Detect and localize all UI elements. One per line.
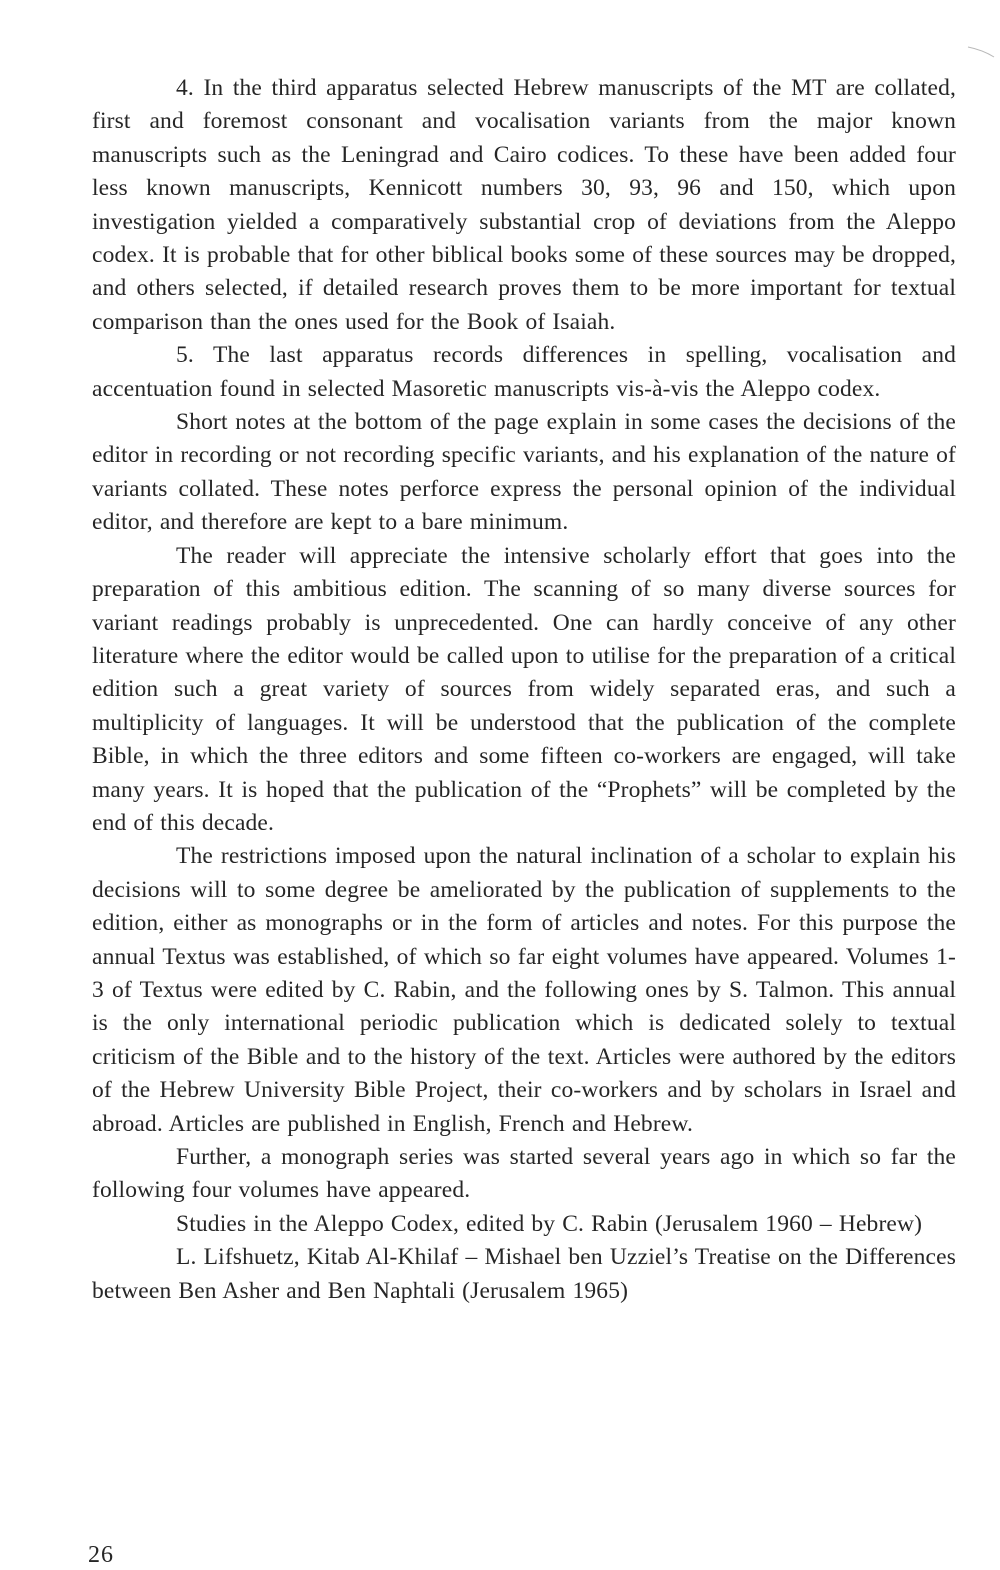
paragraph-apparatus-4: 4. In the third apparatus selected Hebrew manuscripts of the MT are collated, first and foremost consonant and vocalisation variants from the major known manuscripts such as the Leningrad and Cairo codices. To these have been added four less known manuscripts, Kennicott numbers 30, 93, 96 and 150, which upon investigation yielded a comparatively substantial crop of deviations from the Aleppo codex. It is probable that for other biblical books some of these sources may be dropped, and others selected, if detailed research proves them to be more important for textual comparison than the ones used for the Book of Isaiah. (92, 75, 956, 335)
paragraph-monograph-series: Further, a monograph series was started several years ago in which so far the following four volumes have appeared. (92, 1144, 956, 1204)
paragraph-scholarly-effort: The reader will appreciate the intensive scholarly effort that goes into the preparation of this ambitious edition. The scanning of so many diverse sources for variant readings probably is unprecedented. One can hardly conceive of any other literature where the editor would be called upon to utilise for the preparation of a critical edition such a great variety of sources from widely separated eras, and such a multiplicity of languages. It will be understood that the publication of the complete Bible, in which the three editors and some fifteen co-workers are engaged, will take many years. It is hoped that the publication of the “Prophets” will be completed by the end of this decade. (92, 542, 956, 836)
paragraph-restrictions: The restrictions imposed upon the natural inclination of a scholar to explain his decisions will to some degree be ameliorated by the publication of supplements to the edition, either as monographs or in the form of articles and notes. For this purpose the annual Textus was established, of which so far eight volumes have appeared. Volumes 1-3 of Textus were edited by C. Rabin, and the following ones by S. Talmon. This annual is the only international periodic publication which is dedicated solely to textual criticism of the Bible and to the history of the text. Articles were authored by the editors of the Hebrew University Bible Project, their co-workers and by scholars in Israel and abroad. Articles are published in English, French and Hebrew. (92, 843, 956, 1137)
scan-corner-mark (966, 44, 996, 58)
paragraph-short-notes: Short notes at the bottom of the page explain in some cases the decisions of the editor in recording or not recording specific variants, and his explanation of the nature of variants collated. These notes perforce express the personal opinion of the individual editor, and therefore are kept to a bare minimum. (92, 409, 956, 536)
bibliography-entry-kitab-al-khilaf: L. Lifshuetz, Kitab Al-Khilaf – Mishael ben Uzziel’s Treatise on the Differences between Ben Asher and Ben Naphtali (Jerusalem 1965) (92, 1244, 956, 1304)
bibliography-entry-aleppo-codex: Studies in the Aleppo Codex, edited by C. Rabin (Jerusalem 1960 – Hebrew) (176, 1210, 923, 1237)
page-number: 26 (88, 1542, 114, 1568)
body-text (92, 72, 956, 1308)
paragraph-apparatus-5: 5. The last apparatus records differences in spelling, vocalisation and accentuation found in selected Masoretic manuscripts vis-à-vis the Aleppo codex. (92, 342, 956, 402)
